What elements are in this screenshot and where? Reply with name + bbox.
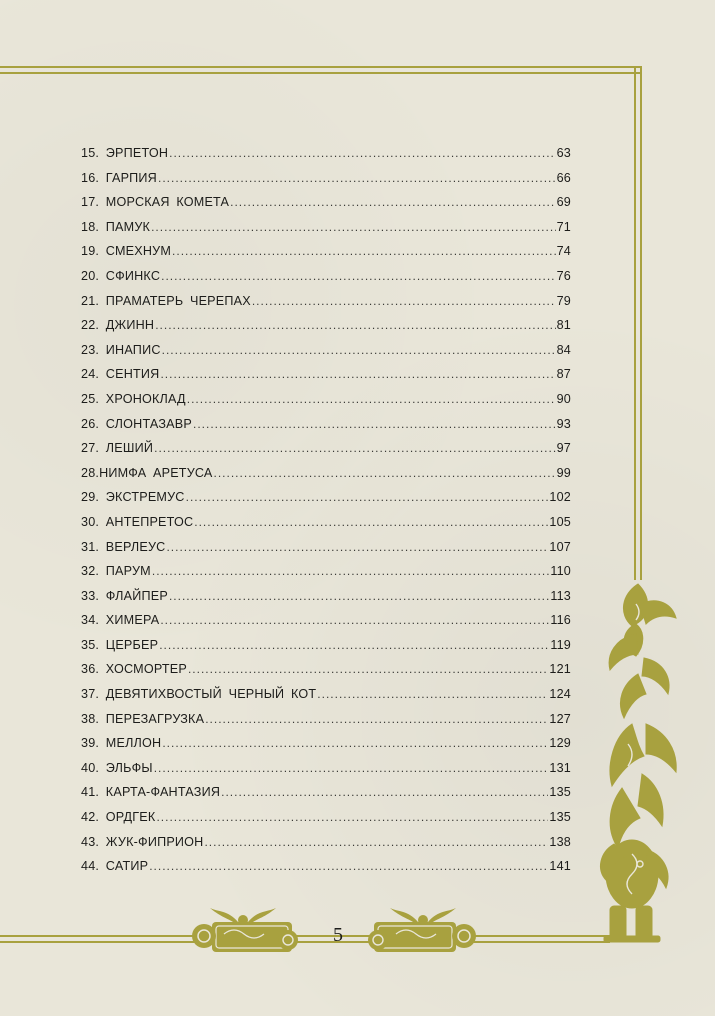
toc-entry-title: 21. ПРАМАТЕРЬ ЧЕРЕПАХ — [81, 293, 251, 308]
toc-dot-leader — [156, 810, 548, 824]
toc-entry — [81, 171, 571, 196]
toc-entry — [81, 367, 571, 392]
toc-entry — [81, 785, 571, 810]
toc-entry-title: 34. ХИМЕРА — [81, 613, 160, 628]
toc-entry-page: 135 — [549, 810, 571, 825]
toc-dot-leader — [162, 736, 548, 750]
toc-entry — [81, 441, 571, 466]
toc-entry — [81, 638, 571, 663]
toc-entry-page: 63 — [556, 146, 571, 160]
toc-entry — [81, 515, 571, 540]
toc-entry-page: 107 — [549, 539, 571, 554]
toc-dot-leader — [149, 859, 548, 873]
toc-entry — [81, 146, 571, 171]
toc-entry-title: 16. ГАРПИЯ — [81, 170, 157, 185]
toc-entry-title: 18. ПАМУК — [81, 219, 151, 234]
toc-entry-page: 87 — [556, 367, 571, 382]
toc-dot-leader — [159, 638, 549, 652]
toc-entry — [81, 662, 571, 687]
toc-entry — [81, 564, 571, 589]
toc-entry-title: 15. ЭРПЕТОН — [81, 146, 169, 160]
toc-entry-page: 90 — [556, 391, 571, 406]
toc-entry-page: 110 — [550, 564, 571, 579]
toc-dot-leader — [152, 564, 549, 578]
toc-entry-page: 119 — [550, 637, 571, 652]
toc-entry-title: 43. ЖУК-ФИПРИОН — [81, 834, 204, 849]
toc-dot-leader — [166, 540, 548, 554]
toc-entry — [81, 220, 571, 245]
toc-entry — [81, 269, 571, 294]
toc-entry-page: 71 — [556, 219, 571, 234]
toc-entry — [81, 810, 571, 835]
toc-dot-leader — [205, 712, 548, 726]
toc-entry-title: 39. МЕЛЛОН — [81, 736, 162, 751]
toc-entry — [81, 613, 571, 638]
toc-dot-leader — [160, 613, 549, 627]
toc-entry — [81, 244, 571, 269]
toc-entry-title: 35. ЦЕРБЕР — [81, 637, 159, 652]
toc-entry-page: 113 — [550, 588, 571, 603]
toc-entry-page: 74 — [556, 244, 571, 259]
frame-right-border — [634, 66, 642, 580]
toc-entry-title: 40. ЭЛЬФЫ — [81, 760, 153, 775]
toc-entry-page: 97 — [556, 441, 571, 456]
toc-entry — [81, 294, 571, 319]
toc-entry — [81, 195, 571, 220]
toc-entry-title: 26. СЛОНТАЗАВР — [81, 416, 192, 431]
toc-entry-title: 27. ЛЕШИЙ — [81, 441, 154, 456]
toc-entry-title: 37. ДЕВЯТИХВОСТЫЙ ЧЕРНЫЙ КОТ — [81, 687, 317, 702]
toc-entry-title: 42. ОРДГЕК — [81, 810, 156, 825]
toc-entry — [81, 490, 571, 515]
toc-entry-title: 44. САТИР — [81, 859, 149, 874]
toc-dot-leader — [186, 490, 549, 504]
toc-dot-leader — [151, 220, 555, 234]
toc-dot-leader — [193, 417, 556, 431]
toc-entry-page: 141 — [549, 859, 571, 874]
toc-entry-page: 135 — [549, 785, 571, 800]
toc-entry-page: 129 — [549, 736, 571, 751]
page-number: 5 — [333, 924, 343, 946]
toc-entry — [81, 417, 571, 442]
toc-entry-page: 69 — [556, 195, 571, 210]
toc-dot-leader — [158, 171, 556, 185]
left-scroll-ornament-icon — [188, 904, 300, 956]
toc-dot-leader — [230, 195, 555, 209]
toc-entry-page: 93 — [556, 416, 571, 431]
toc-entry-title: 32. ПАРУМ — [81, 564, 151, 579]
toc-dot-leader — [161, 269, 555, 283]
toc-entry-page: 138 — [549, 834, 571, 849]
toc-entry-page: 99 — [556, 465, 571, 480]
toc-entry-title: 20. СФИНКС — [81, 268, 161, 283]
toc-entry-title: 19. СМЕХНУМ — [81, 244, 172, 259]
toc-dot-leader — [317, 687, 548, 701]
toc-entry-page: 121 — [549, 662, 571, 677]
table-of-contents — [81, 146, 571, 884]
toc-entry — [81, 392, 571, 417]
toc-entry-page: 81 — [556, 318, 571, 333]
toc-dot-leader — [214, 466, 556, 480]
toc-dot-leader — [154, 761, 549, 775]
toc-dot-leader — [169, 146, 555, 160]
toc-dot-leader — [169, 589, 549, 603]
toc-entry-title: 25. ХРОНОКЛАД — [81, 391, 186, 406]
toc-entry-title: 36. ХОСМОРТЕР — [81, 662, 187, 677]
right-scroll-ornament-icon — [366, 904, 480, 956]
toc-entry — [81, 859, 571, 884]
toc-dot-leader — [172, 244, 556, 258]
toc-entry-title: 22. ДЖИНН — [81, 318, 155, 333]
toc-entry-page: 79 — [556, 293, 571, 308]
toc-dot-leader — [187, 392, 556, 406]
toc-dot-leader — [160, 367, 555, 381]
frame-bottom-border — [0, 935, 610, 943]
toc-entry-page: 131 — [549, 760, 571, 775]
toc-entry — [81, 835, 571, 860]
toc-entry-page: 102 — [549, 490, 571, 505]
toc-dot-leader — [252, 294, 556, 308]
toc-entry-title: 28.НИМФА АРЕТУСА — [81, 465, 213, 480]
toc-entry — [81, 736, 571, 761]
toc-dot-leader — [155, 318, 555, 332]
toc-dot-leader — [162, 343, 556, 357]
toc-entry-title: 29. ЭКСТРЕМУС — [81, 490, 185, 505]
toc-entry-title: 30. АНТЕПРЕТОС — [81, 514, 194, 529]
toc-entry — [81, 318, 571, 343]
dragon-foliage-ornament-icon — [592, 574, 692, 964]
toc-entry-title: 17. МОРСКАЯ КОМЕТА — [81, 195, 230, 210]
toc-dot-leader — [154, 441, 555, 455]
toc-entry — [81, 761, 571, 786]
toc-entry-page: 127 — [549, 711, 571, 726]
toc-entry — [81, 466, 571, 491]
toc-entry-title: 23. ИНАПИС — [81, 342, 161, 357]
toc-dot-leader — [188, 662, 548, 676]
toc-entry-title: 33. ФЛАЙПЕР — [81, 588, 168, 603]
toc-entry — [81, 712, 571, 737]
toc-entry — [81, 540, 571, 565]
toc-entry — [81, 687, 571, 712]
toc-entry-page: 124 — [549, 687, 571, 702]
toc-entry-page: 116 — [550, 613, 571, 628]
toc-dot-leader — [204, 835, 548, 849]
toc-dot-leader — [194, 515, 548, 529]
toc-entry-page: 84 — [556, 342, 571, 357]
toc-entry-title: 24. СЕНТИЯ — [81, 367, 160, 382]
toc-dot-leader — [221, 785, 548, 799]
frame-top-border — [0, 66, 642, 74]
toc-entry-title: 41. КАРТА-ФАНТАЗИЯ — [81, 785, 221, 800]
toc-entry-title: 38. ПЕРЕЗАГРУЗКА — [81, 711, 205, 726]
toc-entry — [81, 343, 571, 368]
toc-entry-title: 31. ВЕРЛЕУС — [81, 539, 166, 554]
toc-entry-page: 105 — [549, 514, 571, 529]
toc-entry-page: 76 — [556, 268, 571, 283]
toc-entry — [81, 589, 571, 614]
toc-entry-page: 66 — [556, 170, 571, 185]
